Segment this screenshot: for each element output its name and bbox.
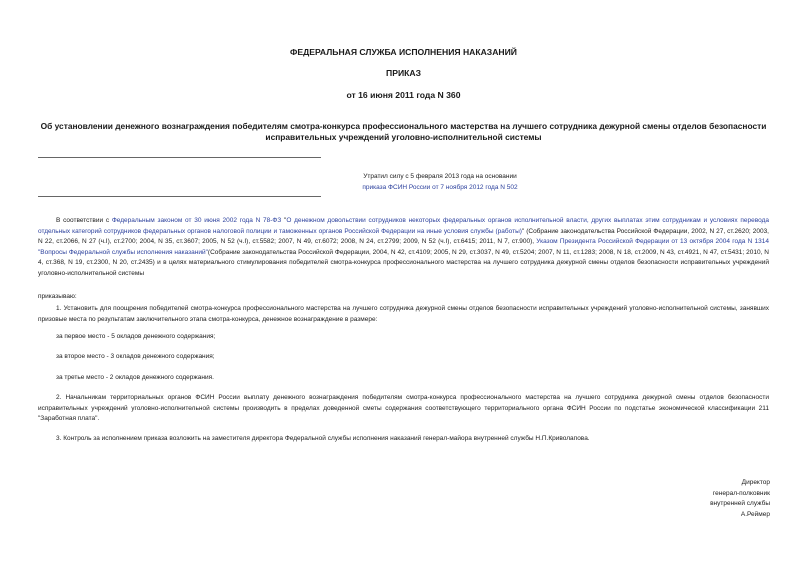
preamble-middle: " (Собрание законодательства Российской Федерации, 2002, N 27, ст.2620; 2003, N 22, ст.2066, N 27 (ч.I), ст.2700; 2004, N 35, ст.3607; 2005, N 52 (ч.I), ст.5582; 2007, N 49, ст.6072; 2008, N 24, ст.2799; 2009, N 52 (ч.I), ст.6415; 2011, N 7, ст.900),: [38, 227, 769, 246]
status-text: Утратил силу с 5 февраля 2013 года на основании: [363, 173, 517, 180]
federal-law-link[interactable]: Федеральным законом от 30 июня 2002 года N 78-ФЗ: [111, 217, 282, 224]
law-title-link[interactable]: О денежном довольствии сотрудников некоторых федеральных органов исполнительной власти, других выплатах этим сотрудникам и условиях перевода отдельных категорий сотрудников федеральных органов налоговой полиции и таможенных органов Российской Федерации на иные условия службы (работы): [38, 217, 769, 235]
agency-name: ФЕДЕРАЛЬНАЯ СЛУЖБА ИСПОЛНЕНИЯ НАКАЗАНИЙ: [290, 47, 517, 57]
signature-rank: генерал-полковник: [712, 489, 770, 497]
divider-bottom: [38, 196, 321, 197]
prize-first: за первое место - 5 окладов денежного содержания;: [56, 333, 216, 340]
status-link[interactable]: приказа ФСИН России от 7 ноября 2012 года N 502: [362, 184, 518, 191]
prize-second: за второе место - 3 окладов денежного содержания;: [56, 353, 215, 360]
divider-top: [38, 157, 321, 158]
prize-third: за третье место - 2 окладов денежного содержания.: [56, 374, 214, 381]
preamble-end: (Собрание законодательства Российской Федерации, 2004, N 42, ст.4109; 2005, N 29, ст.3037, N 49, ст.5204; 2007, N 11, ст.1283; 2008, N 18, ст.2009, N 43, ст.4921, N 47, ст.5431; 2010, N 4, ст.368, N 19, ст.2300, N 20, ст.2435) и в целях материального стимулирования победителей смотра-конкурса профессионального мастерства на лучшего сотрудника дежурной смены отделов безопасности исправительных учреждений уголовно-исполнительной системы: [38, 248, 770, 277]
preamble-paragraph: [38, 216, 769, 280]
signature-position: Директор: [741, 479, 770, 486]
signature-name: А.Реймер: [740, 510, 770, 518]
order-word: приказываю:: [38, 293, 77, 300]
presidential-decree-link[interactable]: Указом Президента Российской Федерации от 13 октября 2004 года N 1314 "Вопросы Федеральной службы исполнения наказаний": [38, 238, 769, 256]
document-date-number: от 16 июня 2011 года N 360: [346, 90, 461, 100]
document-title: Об установлении денежного вознаграждения победителям смотра-конкурса профессионального мастерства на лучшего сотрудника дежурной смены отделов безопасности исправительных учреждений уголовно-исполнительной системы: [40, 121, 767, 142]
preamble-start: В соответствии с: [56, 217, 112, 224]
item-3: 3. Контроль за исполнением приказа возложить на заместителя директора Федеральной службы исполнения наказаний генерал-майора внутренней службы Н.П.Криволапова.: [56, 435, 590, 442]
document-type: ПРИКАЗ: [386, 68, 421, 78]
signature-block: [710, 478, 770, 520]
item-2: 2. Начальникам территориальных органов ФСИН России выплату денежного вознаграждения победителям смотра-конкурса профессионального мастерства на лучшего сотрудника дежурной смены отделов безопасности исправительных учреждений уголовно-исполнительной системы производить в пределах доведенной сметы содержания соответствующего территориального органа ФСИН России по подстатье экономической классификации 211 "Заработная плата".: [38, 394, 769, 423]
item-1: 1. Установить для поощрения победителей смотра-конкурса профессионального мастерства на лучшего сотрудника дежурной смены отделов безопасности исправительных учреждений уголовно-исполнительной системы, занявших призовые места по результатам заключительного этапа смотра-конкурса, денежное вознаграждение в размере:: [38, 305, 769, 323]
quote-open: ": [281, 217, 287, 224]
signature-service: внутренней службы: [710, 500, 770, 508]
status-note: [310, 171, 570, 193]
